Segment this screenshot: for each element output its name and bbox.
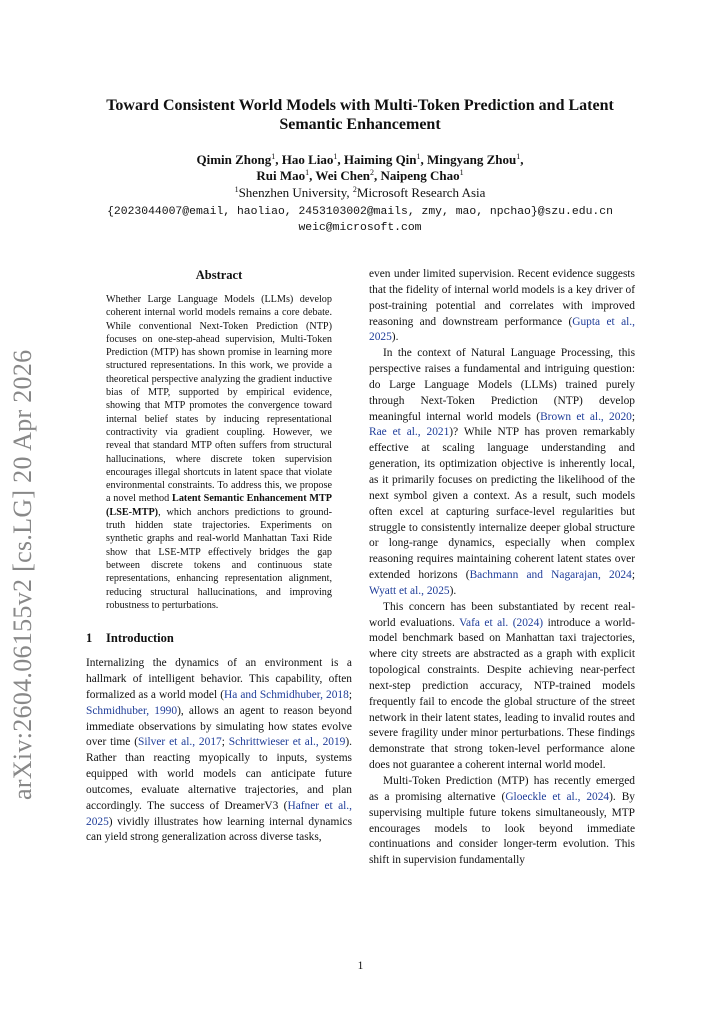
section-title: Introduction: [106, 631, 174, 646]
email-line: weic@microsoft.com: [298, 222, 422, 234]
affiliation-number: 2: [352, 185, 357, 194]
citation-link[interactable]: Wyatt et al., 2025: [369, 584, 450, 597]
citation-link[interactable]: Gloeckle et al., 2024: [505, 790, 610, 803]
paragraph: This concern has been substantiated by recent real-world evaluations. Vafa et al. (2024) introduce a world-model benchmark based on Manhattan taxi trajectories, where city streets are abstracted as a graph with explicit topological constraints. Despite achieving near-perfect next-step prediction accuracy, NTP-trained models frequently fail to encode the global structure of the street network in their latent states, leading to invalid routes and severe fragility under minor perturbations. These findings demonstrate that strong token-level performance alone does not guarantee a coherent internal world model.: [369, 600, 635, 772]
section-heading: [86, 630, 352, 646]
citation-link[interactable]: Brown et al., 2020: [540, 410, 632, 423]
arxiv-identifier[interactable]: arXiv:2604.06155v2 [cs.LG] 20 Apr 2026: [8, 349, 37, 800]
right-column: [369, 267, 635, 869]
affiliation-name: Microsoft Research Asia: [356, 185, 486, 200]
section-number: 1: [86, 631, 93, 646]
citation-link[interactable]: Bachmann and Nagarajan, 2024: [469, 569, 632, 582]
email-line: {2023044007@email, haoliao, 2453103002@mails, zmy, mao, npchao}@szu.edu.cn: [107, 206, 613, 218]
author-name: Wei Chen: [315, 168, 370, 183]
author-name: Qimin Zhong: [196, 152, 272, 167]
citation-link[interactable]: Hafner et al., 2025: [86, 799, 352, 828]
author-affiliation-mark: 2: [369, 168, 374, 177]
author-emails: [60, 204, 660, 236]
author-name: Haiming Qin: [343, 152, 417, 167]
author-name: Hao Liao: [281, 152, 334, 167]
author-name: Rui Mao: [256, 168, 306, 183]
abstract-body: [106, 293, 332, 612]
author-affiliation-mark: 1: [305, 168, 310, 177]
left-column: [86, 267, 352, 846]
abstract-heading: Abstract: [195, 268, 243, 282]
title-line-1: Toward Consistent World Models with Multi-Token Prediction and Latent: [106, 97, 614, 114]
abstract-text: Whether Large Language Models (LLMs) develop coherent internal world models remains a core debate. While conventional Next-Token Prediction (NTP) focuses on one-step-ahead supervision, Multi-Token Prediction (MTP) has shown promise in learning more structured representations. In this work, we provide a theoretical perspective analyzing the gradient inductive bias of MTP, supported by empirical evidence, showing that MTP promotes the convergence toward internal belief states by inducing representational contractivity via gradient coupling. However, we reveal that standard MTP often suffers from structural hallucinations, where discrete token supervision encourages illegal shortcuts in latent space that violate environmental constraints. To address this, we propose a novel method: [106, 294, 332, 505]
paragraph: even under limited supervision. Recent evidence suggests that the fidelity of internal world models is a key driver of post-training potential and correlates with improved reasoning and downstream performance (Gupta et al., 2025).: [369, 268, 635, 344]
citation-link[interactable]: Schmidhuber, 1990: [86, 704, 178, 717]
affiliation-name: Shenzhen University,: [238, 185, 353, 200]
author-name: Naipeng Chao: [380, 168, 460, 183]
citation-link[interactable]: Ha and Schmidhuber, 2018: [224, 688, 349, 701]
citation-link[interactable]: Silver et al., 2017: [138, 736, 222, 749]
author-list: Qimin Zhong$^1$, Hao Liao$^1$, Haiming Qin$^1$, Mingyang Zhou$^1$, Rui Mao$^1$, Wei Chen$^2$, Naipeng Chao$^1$: [196, 152, 524, 183]
paragraph: Internalizing the dynamics of an environment is a hallmark of intelligent behavior. This capability, often formalized as a world model (Ha and Schmidhuber, 2018; Schmidhuber, 1990), allows an agent to reason beyond immediate observations by simulating how states evolve over time (Silver et al., 2017; Schrittwieser et al., 2019). Rather than reacting myopically to inputs, systems equipped with world models can anticipate future outcomes, evaluate alternative trajectories, and plan accordingly. The success of DreamerV3 (Hafner et al., 2025) vividly illustrates how learning internal dynamics can yield strong generalization across diverse tasks,: [86, 657, 353, 844]
author-name: Mingyang Zhou: [427, 152, 517, 167]
method-name: Latent Semantic Enhancement MTP (LSE-MTP): [106, 493, 333, 518]
title-line-2: Semantic Enhancement: [279, 116, 441, 133]
citation-link[interactable]: Rae et al., 2021: [369, 426, 450, 439]
citation-link[interactable]: Vafa et al. (2024): [459, 616, 544, 629]
affiliations: [60, 185, 660, 201]
paragraph: Multi-Token Prediction (MTP) has recently emerged as a promising alternative (Gloeckle et al., 2024). By supervising multiple future tokens simultaneously, MTP encourages models to look beyond immediate continuations and consider longer-term evolution. This shift in supervision fundamentally: [369, 775, 636, 867]
author-affiliation-mark: 1: [333, 152, 338, 161]
paper-title: [60, 96, 660, 134]
author-affiliation-mark: 1: [459, 168, 464, 177]
citation-link[interactable]: Schrittwieser et al., 2019: [228, 736, 346, 749]
paragraph: In the context of Natural Language Processing, this perspective raises a fundamental and intriguing question: do Large Language Models (LLMs) trained purely through Next-Token Prediction (NTP) develop meaningful internal world models (Brown et al., 2020; Rae et al., 2021)? While NTP has proven remarkably effective at scaling language understanding and generation, its optimization objective is inherently local, as it primarily focuses on predicting the likelihood of the next symbol given a context. As a result, such models often excel at capturing surface-level regularities but struggle to consistently internalize deeper global structure or long-range dynamics, especially when complex reasoning requires maintaining coherent latent states over extended horizons (Bachmann and Nagarajan, 2024; Wyatt et al., 2025).: [369, 347, 636, 597]
affiliation-number: 1: [234, 185, 239, 194]
author-affiliation-mark: 1: [271, 152, 276, 161]
author-affiliation-mark: 1: [416, 152, 421, 161]
author-affiliation-mark: 1: [516, 152, 521, 161]
abstract-text: , which anchors predictions to ground-truth hidden state trajectories. Experiments on synthetic graphs and real-world Manhattan Taxi Ride show that LSE-MTP effectively bridges the gap between discrete tokens and continuous state representations, enhancing representation alignment, reducing structural hallucinations, and improving robustness to perturbations.: [106, 506, 332, 611]
citation-link[interactable]: Gupta et al., 2025: [369, 315, 635, 344]
page-number: 1: [357, 960, 364, 972]
